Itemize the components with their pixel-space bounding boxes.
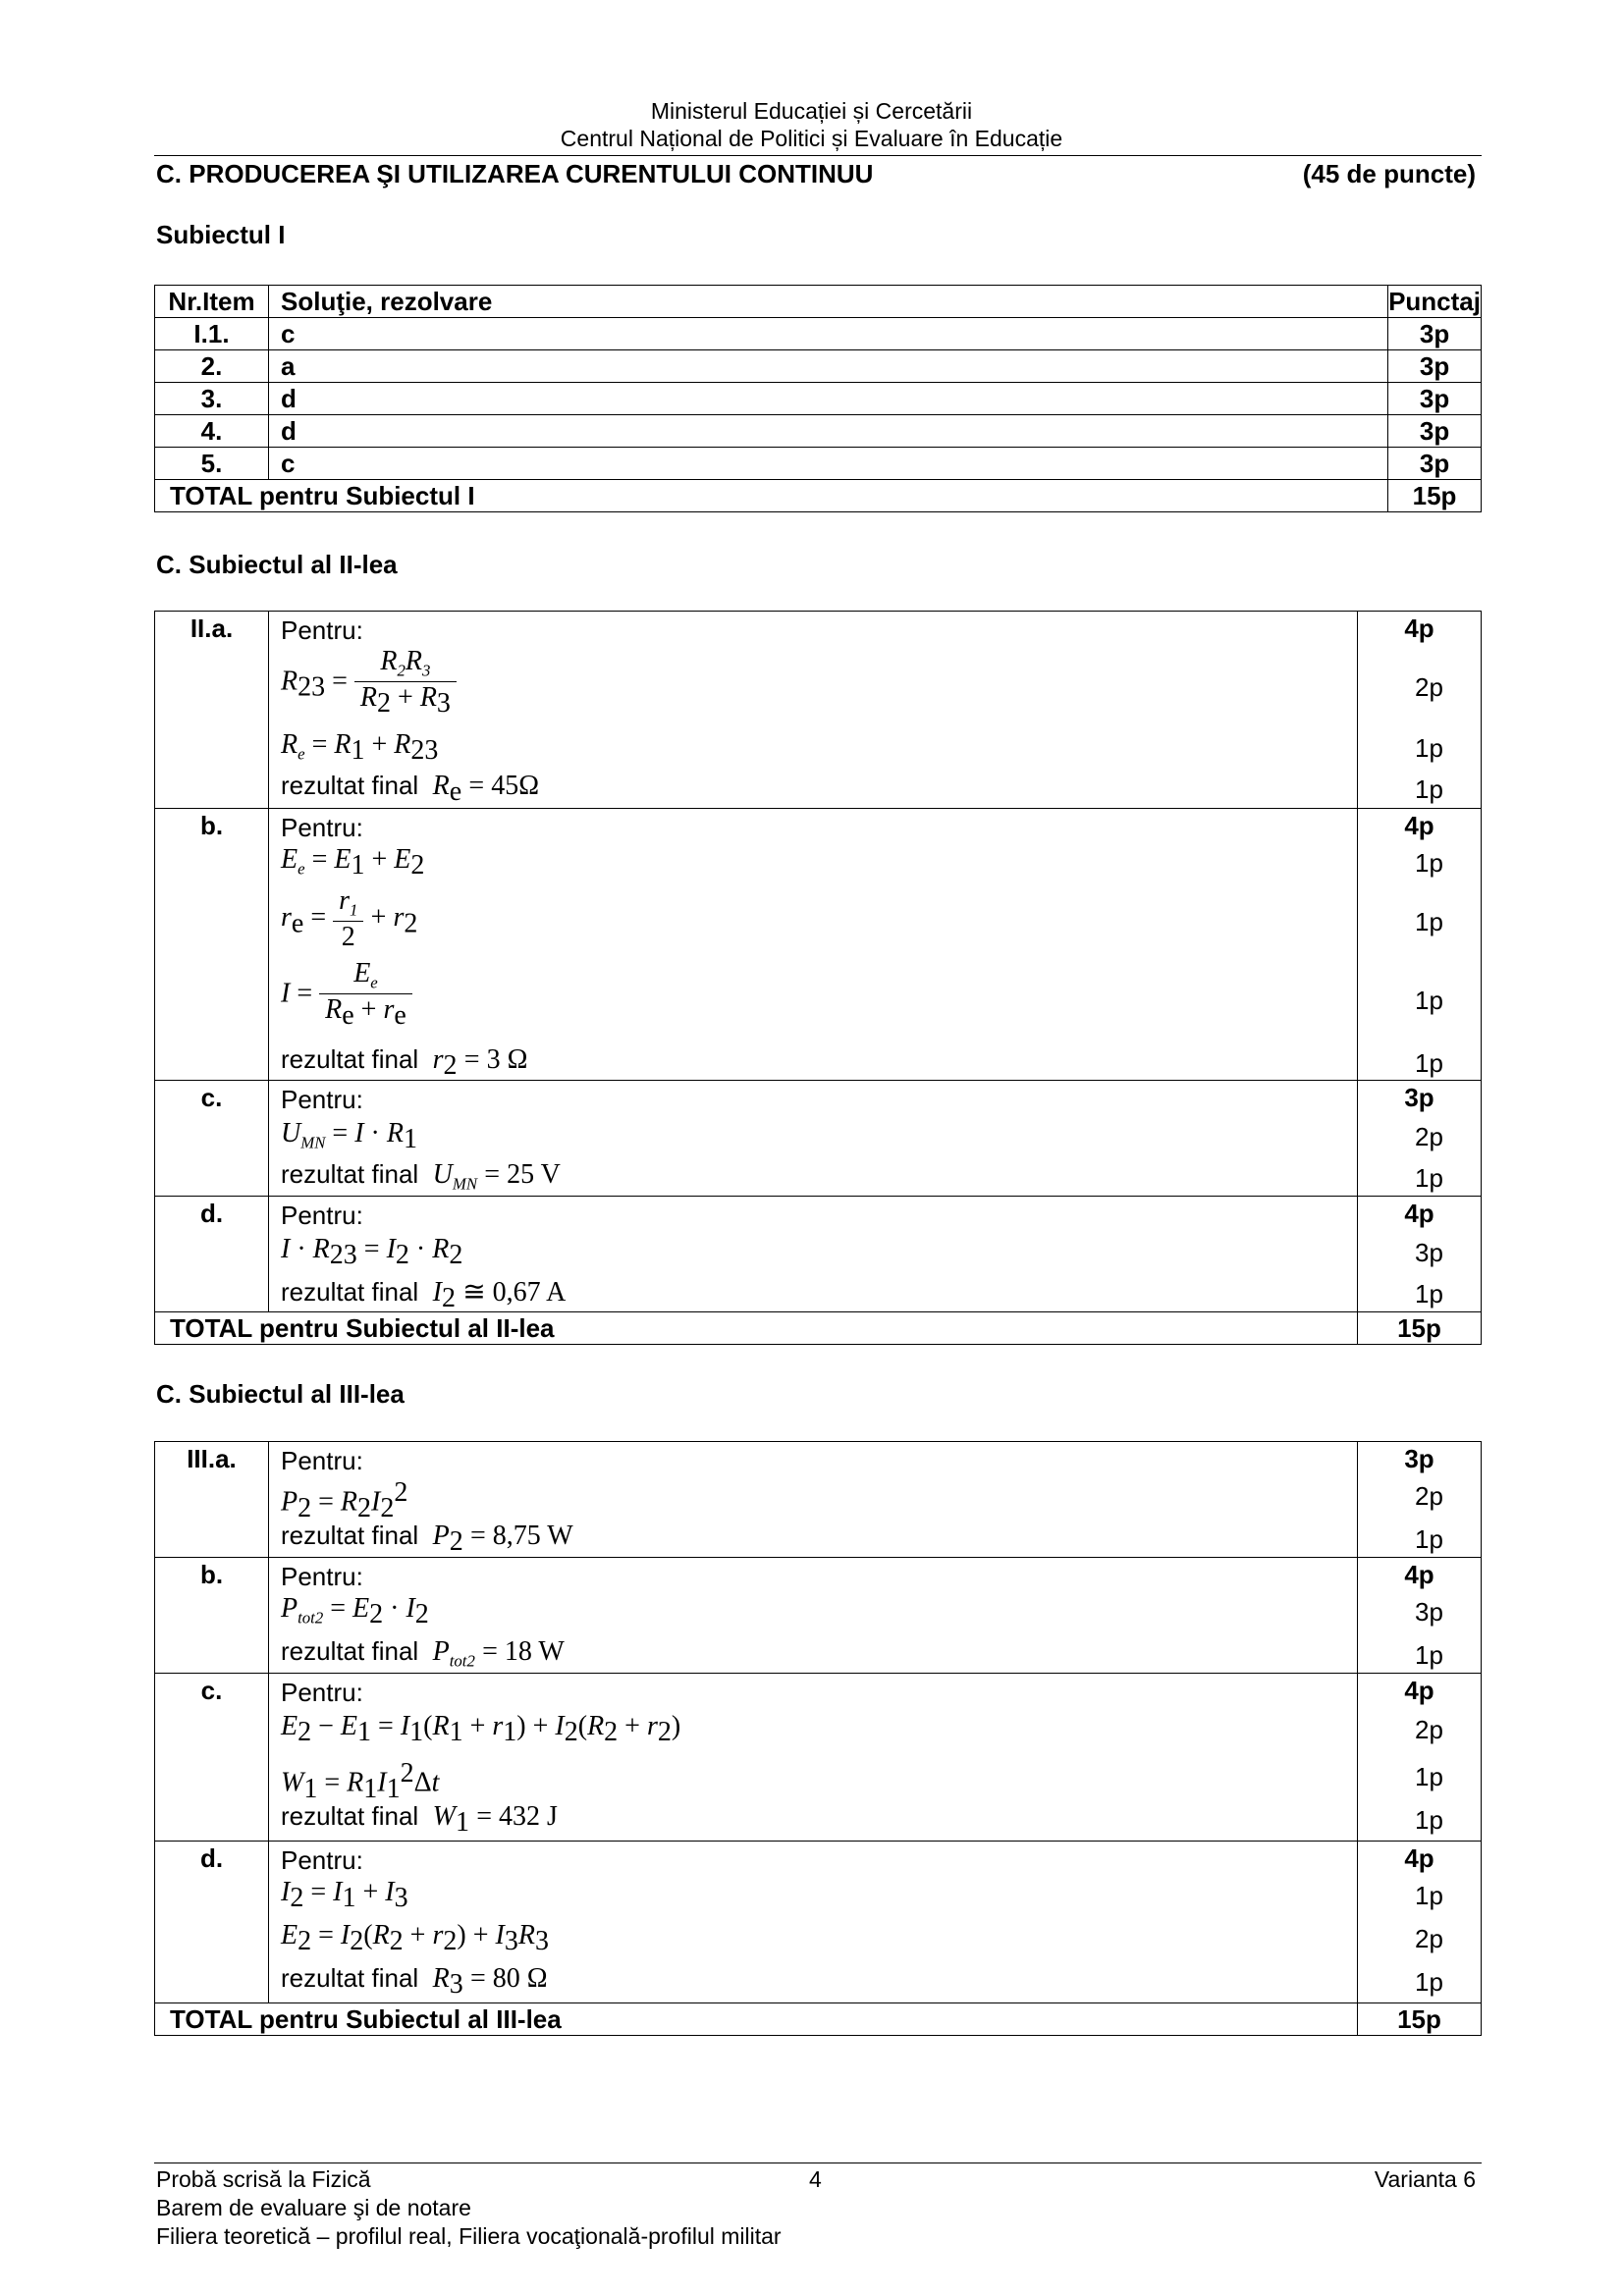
item-answer: c [269, 448, 1388, 480]
item-points: 3p [1388, 383, 1482, 415]
pentru-label: Pentru: [281, 1845, 363, 1875]
result-label: rezultat final [281, 1159, 419, 1189]
step-points: 1p [1415, 733, 1443, 763]
total-points: 15p [1388, 480, 1482, 512]
item-points: 3p [1388, 448, 1482, 480]
item-number: 2. [155, 350, 269, 383]
formula-e2: $E_2 = I_2(R_2 + r_2) + I_3R_3$ [281, 1920, 549, 1957]
formula-r23: $R_{23}$ = $\frac{R_2R_3}{R_2 + R_3}$ [281, 646, 457, 720]
item-points: 4p [1358, 1558, 1482, 1674]
formula-umn: $U_{MN} = I \cdot R_1$ [281, 1118, 417, 1155]
step-points: 1p [1415, 848, 1443, 878]
footer-exam: Probă scrisă la Fizică [156, 2166, 371, 2192]
formula-kirchhoff: $E_2 - E_1 = I_1(R_1 + r_1) + I_2(R_2 + r_2)$ [281, 1711, 681, 1748]
result-line: rezultat final $W_1 = 432$ J [281, 1801, 558, 1839]
pentru-label: Pentru: [281, 813, 363, 842]
result-line: rezultat final $R_e = 45\Omega$ [281, 771, 540, 808]
result-value: = 3 Ω [463, 1044, 528, 1075]
step-points: 1p [1415, 1762, 1443, 1791]
step-points: 3p [1415, 1597, 1443, 1627]
step-points: 1p [1415, 1881, 1443, 1910]
subiect1-title: Subiectul I [156, 220, 286, 249]
formula-re-small: $r_e$ = $\frac{r_1}{2}$ + $r_2$ [281, 885, 418, 952]
header-center: Centrul Național de Politici și Evaluare în Educație [560, 126, 1063, 151]
step-points: 1p [1415, 1805, 1443, 1835]
result-label: rezultat final [281, 1277, 419, 1307]
item-row-2c [155, 1081, 1482, 1197]
total-row [155, 480, 1482, 512]
step-points: 2p [1415, 1924, 1443, 1953]
item-label: b. [155, 1558, 269, 1674]
result-line: rezultat final $R_3 = 80$ Ω [281, 1963, 548, 2001]
result-label: rezultat final [281, 1521, 419, 1550]
total-row [155, 1312, 1482, 1345]
step-points: 1p [1415, 1640, 1443, 1670]
step-points: 1p [1415, 1279, 1443, 1308]
total-points: 15p [1358, 1312, 1482, 1345]
header-rule [154, 155, 1482, 156]
item-row-3c [155, 1674, 1482, 1842]
result-line: rezultat final $U_{MN} = 25$ V [281, 1159, 561, 1194]
total-label: TOTAL pentru Subiectul I [155, 480, 1388, 512]
step-points: 1p [1415, 907, 1443, 936]
item-label: II.a. [155, 612, 269, 809]
result-label: rezultat final [281, 1636, 419, 1666]
total-row [155, 2003, 1482, 2036]
step-points: 1p [1415, 774, 1443, 804]
total-points: 15p [1358, 2003, 1482, 2036]
table-row [155, 318, 1482, 350]
pentru-label: Pentru: [281, 1446, 363, 1475]
formula-i-r23: $I \cdot R_{23} = I_2 \cdot R_2$ [281, 1234, 463, 1271]
step-points: 1p [1415, 1048, 1443, 1078]
item-points: 3p [1388, 318, 1482, 350]
formula-p2: $P_2 = R_2I_2^2$ [281, 1477, 408, 1523]
subiect3-title: C. Subiectul al III-lea [156, 1379, 405, 1409]
item-label: d. [155, 1842, 269, 2003]
result-label: rezultat final [281, 1044, 419, 1074]
table-row [155, 350, 1482, 383]
footer-variant: Varianta 6 [1374, 2166, 1476, 2192]
result-line: rezultat final $r_2 = 3$ Ω [281, 1044, 528, 1082]
item-row-3a [155, 1442, 1482, 1558]
result-value: = 80 Ω [469, 1963, 548, 1994]
item-points: 4p [1358, 1197, 1482, 1312]
table-header-row [155, 286, 1482, 318]
result-value: ≅ 0,67 A [462, 1277, 567, 1308]
result-label: rezultat final [281, 1801, 419, 1831]
item-points: 3p [1388, 415, 1482, 448]
footer-page-number: 4 [809, 2166, 822, 2192]
result-line: rezultat final $P_2 = 8,75$ W [281, 1521, 573, 1558]
result-line: rezultat final $I_2$ ≅ 0,67 A [281, 1277, 567, 1314]
item-points: 4p [1358, 1674, 1482, 1842]
formula-ee: $E_e = E_1 + E_2$ [281, 844, 425, 881]
footer-barem: Barem de evaluare şi de notare [156, 2195, 471, 2220]
item-label: c. [155, 1081, 269, 1197]
result-value: = 432 J [476, 1801, 558, 1832]
step-points: 3p [1415, 1238, 1443, 1267]
item-label: c. [155, 1674, 269, 1842]
formula-ptot2: $P_{tot2} = E_2 \cdot I_2$ [281, 1593, 429, 1630]
result-value: = 8,75 W [469, 1521, 573, 1551]
item-number: I.1. [155, 318, 269, 350]
item-row-2a [155, 612, 1482, 809]
formula-current: I = $\frac{E_e}{R_e + r_e}$ [281, 958, 412, 1032]
step-points: 1p [1415, 1524, 1443, 1554]
step-points: 1p [1415, 1967, 1443, 1997]
item-answer: d [269, 383, 1388, 415]
total-label: TOTAL pentru Subiectul al III-lea [155, 2003, 1358, 2036]
subiect1-table [154, 285, 1482, 512]
subiect3-table [154, 1441, 1482, 2036]
header-cell: Soluţie, rezolvare [269, 286, 1388, 318]
result-label: rezultat final [281, 1963, 419, 1993]
result-value: = 45Ω [468, 771, 540, 801]
item-number: 4. [155, 415, 269, 448]
item-points: 4p [1358, 1842, 1482, 2003]
item-number: 5. [155, 448, 269, 480]
formula-w1: $W_1 = R_1I_1^2\Delta t$ [281, 1758, 440, 1804]
header-cell: Punctaj [1388, 286, 1481, 316]
pentru-label: Pentru: [281, 1562, 363, 1591]
header-ministry: Ministerul Educației și Cercetării [650, 98, 973, 124]
result-value: = 25 V [484, 1159, 561, 1190]
item-number: 3. [155, 383, 269, 415]
step-points: 2p [1415, 1715, 1443, 1744]
item-row-3d [155, 1842, 1482, 2003]
total-label: TOTAL pentru Subiectul al II-lea [155, 1312, 1358, 1345]
pentru-label: Pentru: [281, 615, 363, 645]
pentru-label: Pentru: [281, 1085, 363, 1114]
item-points: 4p [1358, 809, 1482, 1081]
step-points: 2p [1415, 1481, 1443, 1511]
step-points: 2p [1415, 672, 1443, 702]
table-row [155, 383, 1482, 415]
formula-re: $R_e = R_1 + R_{23}$ [281, 729, 439, 767]
section-points: (45 de puncte) [1302, 159, 1476, 188]
item-points: 4p [1358, 612, 1482, 809]
footer-filiera: Filiera teoretică – profilul real, Filiera vocaţională-profilul militar [156, 2223, 782, 2249]
subiect2-table [154, 611, 1482, 1345]
step-points: 1p [1415, 986, 1443, 1015]
item-row-3b [155, 1558, 1482, 1674]
item-label: III.a. [155, 1442, 269, 1558]
pentru-label: Pentru: [281, 1678, 363, 1707]
header-cell: Nr.Item [155, 286, 269, 318]
item-label: d. [155, 1197, 269, 1312]
item-answer: c [269, 318, 1388, 350]
item-points: 3p [1358, 1081, 1482, 1197]
item-answer: a [269, 350, 1388, 383]
pentru-label: Pentru: [281, 1201, 363, 1230]
section-title: C. PRODUCEREA ŞI UTILIZAREA CURENTULUI CONTINUU [156, 159, 874, 188]
step-points: 1p [1415, 1163, 1443, 1193]
item-label: b. [155, 809, 269, 1081]
item-row-2b [155, 809, 1482, 1081]
item-answer: d [269, 415, 1388, 448]
item-points: 3p [1358, 1442, 1482, 1558]
step-points: 2p [1415, 1122, 1443, 1151]
subiect2-title: C. Subiectul al II-lea [156, 550, 398, 579]
table-row [155, 448, 1482, 480]
result-value: = 18 W [482, 1636, 565, 1667]
result-line: rezultat final $P_{tot2} = 18$ W [281, 1636, 565, 1671]
result-label: rezultat final [281, 771, 419, 800]
table-row [155, 415, 1482, 448]
item-row-2d [155, 1197, 1482, 1312]
formula-i2: $I_2 = I_1 + I_3$ [281, 1877, 408, 1914]
item-points: 3p [1388, 350, 1482, 383]
